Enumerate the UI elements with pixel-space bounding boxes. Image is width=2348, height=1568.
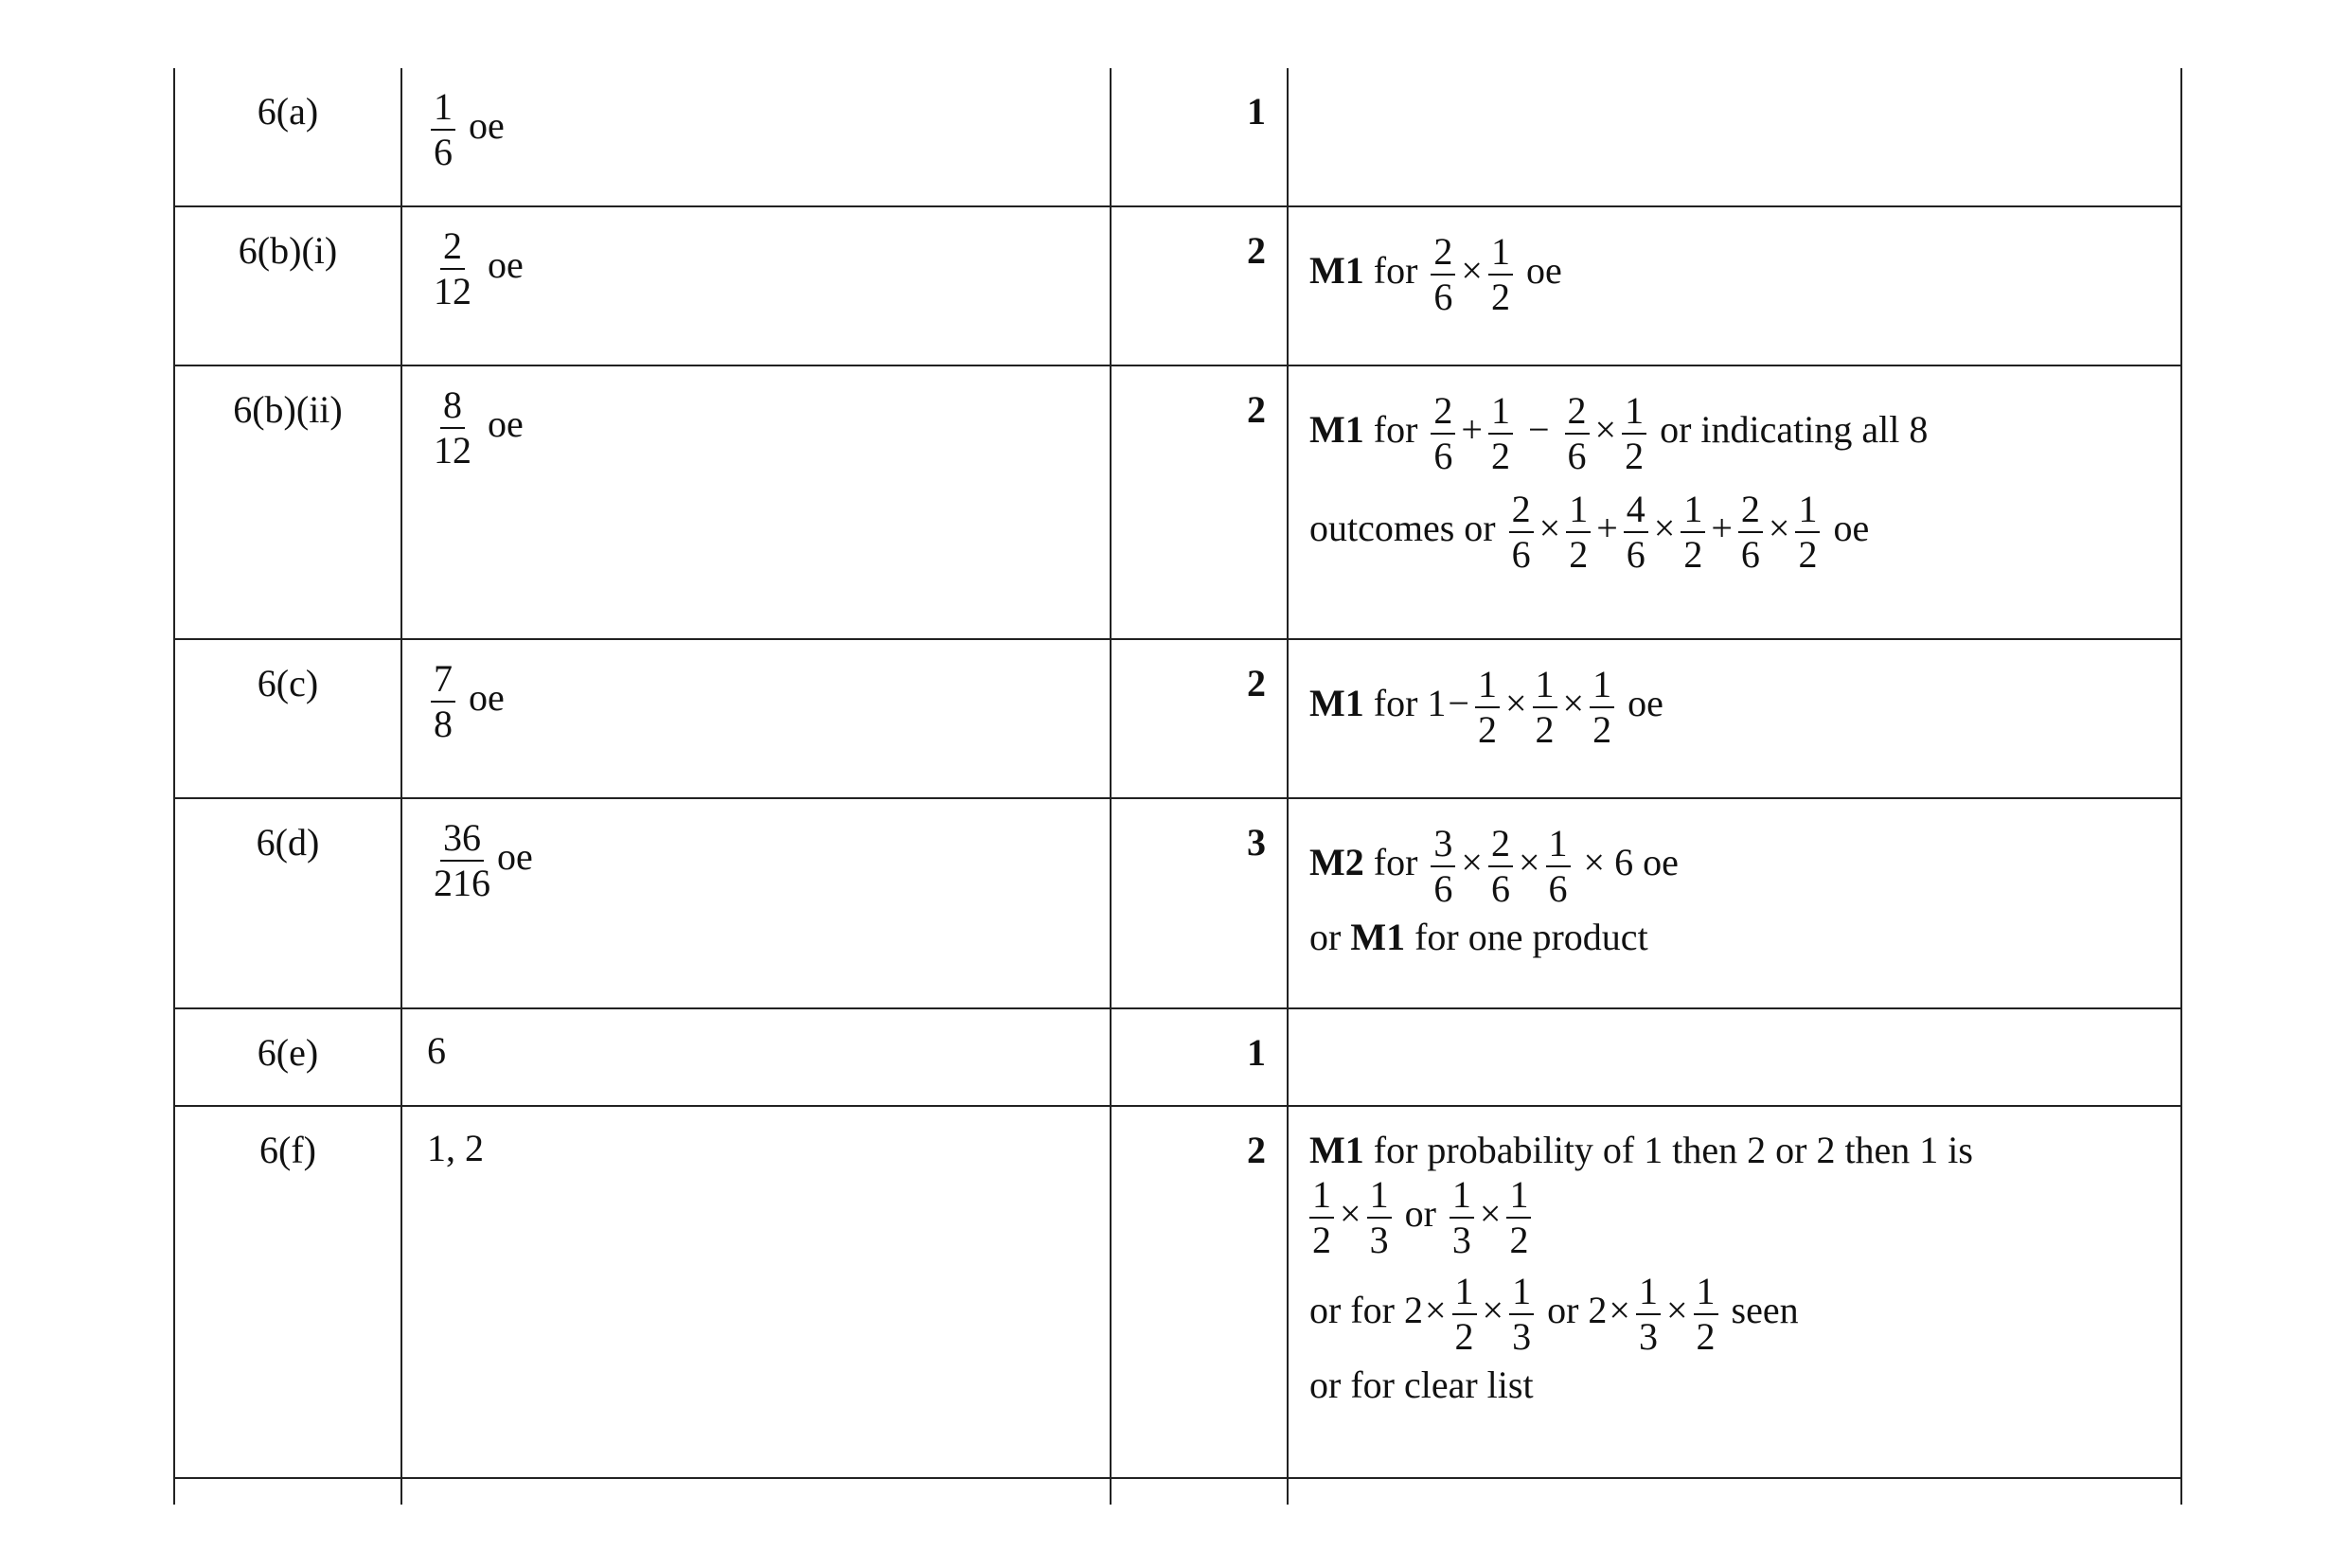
method-mark: M1 — [1309, 682, 1364, 725]
guidance-cell — [1288, 1008, 2181, 1106]
method-mark: M2 — [1309, 841, 1364, 884]
fraction: $\frac{1}{2}$ — [1590, 665, 1614, 750]
table-row — [174, 68, 2181, 206]
question-number: 6(d) — [174, 798, 401, 1008]
fraction: $\frac{1}{3}$ — [1367, 1175, 1392, 1260]
marks-cell: 3 — [1111, 798, 1288, 1008]
question-number: 6(a) — [174, 68, 401, 206]
fraction: $\frac{1}{2}$ — [1566, 490, 1591, 575]
answer-cell — [401, 206, 1111, 365]
fraction: $\frac{1}{2}$ — [1475, 665, 1500, 750]
answer-value: 6 — [401, 1008, 1111, 1106]
fraction: $\frac{1}{2}$ — [1681, 490, 1705, 575]
fraction: $\frac{1}{2}$ — [1452, 1272, 1477, 1357]
fraction: $\frac{1}{2}$ — [1309, 1175, 1334, 1260]
table-row — [174, 1106, 2181, 1478]
table-row — [174, 798, 2181, 1008]
fraction: $\frac{1}{2}$ — [1795, 490, 1820, 575]
answer-suffix: oe — [488, 402, 524, 446]
method-mark: M1 — [1309, 249, 1364, 293]
guidance-cell: M1 for probability of 1 then 2 or 2 then 1 is $\frac{1}{2}$ × $\frac{1}{3}$ or $\frac{1}{3}$ × $\frac{1}{2}$ or for 2× $\frac{1}{2}$ × $\frac{1}{3}$ or 2× $\frac{1}{3}$ × $\frac{1}{2}$ seen or for clear list — [1288, 1106, 2181, 1478]
marks-cell: 2 — [1111, 639, 1288, 798]
answer-fraction: $\frac{8}{12}$ — [434, 383, 471, 472]
answer-fraction: $\frac{1}{6}$ — [431, 87, 455, 172]
fraction: $\frac{3}{6}$ — [1431, 824, 1455, 909]
guidance-cell: M1 for $\frac{2}{6}$ + $\frac{1}{2}$ − $\frac{2}{6}$ × $\frac{1}{2}$ or indicating all 8 outcomes or $\frac{2}{6}$ × $\frac{1}{2}$ + $\frac{4}{6}$ × $\frac{1}{2}$ + $\frac{2}{6}$ × $\frac{1}{2}$ oe — [1288, 365, 2181, 639]
answer-fraction: $\frac{7}{8}$ — [431, 659, 455, 744]
table-row — [174, 639, 2181, 798]
question-number: 6(e) — [174, 1008, 401, 1106]
marks-cell: 2 — [1111, 365, 1288, 639]
fraction: $\frac{1}{6}$ — [1546, 824, 1571, 909]
fraction: $\frac{2}{6}$ — [1509, 490, 1534, 575]
fraction: $\frac{1}{2}$ — [1488, 232, 1513, 317]
fraction: $\frac{1}{2}$ — [1694, 1272, 1718, 1357]
answer-cell — [401, 798, 1111, 1008]
fraction: $\frac{2}{6}$ — [1488, 824, 1513, 909]
answer-value: 1, 2 — [401, 1106, 1111, 1478]
fraction: $\frac{4}{6}$ — [1624, 490, 1648, 575]
method-mark: M1 — [1309, 408, 1364, 452]
fraction: $\frac{1}{3}$ — [1636, 1272, 1661, 1357]
fraction: $\frac{2}{6}$ — [1431, 391, 1455, 476]
fraction: $\frac{2}{6}$ — [1431, 232, 1455, 317]
question-number: 6(f) — [174, 1106, 401, 1478]
method-mark: M1 — [1350, 916, 1406, 958]
question-number: 6(c) — [174, 639, 401, 798]
answer-cell — [401, 365, 1111, 639]
guidance-cell: M2 for $\frac{3}{6}$ × $\frac{2}{6}$ × $\frac{1}{6}$ × 6 oe or M1 for one product — [1288, 798, 2181, 1008]
guidance-cell: M1 for 1− $\frac{1}{2}$ × $\frac{1}{2}$ × $\frac{1}{2}$ oe — [1288, 639, 2181, 798]
method-mark: M1 — [1309, 1129, 1364, 1171]
fraction: $\frac{2}{6}$ — [1738, 490, 1763, 575]
marks-cell: 1 — [1111, 68, 1288, 206]
answer-cell — [401, 68, 1111, 206]
question-number: 6(b)(i) — [174, 206, 401, 365]
table-row — [174, 365, 2181, 639]
mark-scheme-table — [173, 68, 2182, 1505]
fraction: $\frac{1}{2}$ — [1488, 391, 1513, 476]
guidance-cell: M1 for $\frac{2}{6}$ × $\frac{1}{2}$ oe — [1288, 206, 2181, 365]
fraction: $\frac{1}{3}$ — [1509, 1272, 1534, 1357]
answer-suffix: oe — [469, 104, 505, 148]
fraction: $\frac{1}{2}$ — [1533, 665, 1557, 750]
answer-suffix: oe — [497, 835, 533, 879]
fraction: $\frac{1}{3}$ — [1450, 1175, 1474, 1260]
question-number: 6(b)(ii) — [174, 365, 401, 639]
answer-fraction: $\frac{36}{216}$ — [434, 816, 490, 904]
answer-suffix: oe — [469, 676, 505, 720]
table-row — [174, 1008, 2181, 1106]
table-row — [174, 1478, 2181, 1505]
marks-cell: 1 — [1111, 1008, 1288, 1106]
fraction: $\frac{2}{6}$ — [1565, 391, 1590, 476]
table-row — [174, 206, 2181, 365]
fraction: $\frac{1}{2}$ — [1506, 1175, 1531, 1260]
guidance-cell — [1288, 68, 2181, 206]
marks-cell: 2 — [1111, 1106, 1288, 1478]
answer-cell — [401, 639, 1111, 798]
fraction: $\frac{1}{2}$ — [1622, 391, 1646, 476]
answer-fraction: $\frac{2}{12}$ — [434, 224, 471, 312]
answer-suffix: oe — [488, 243, 524, 287]
marks-cell: 2 — [1111, 206, 1288, 365]
